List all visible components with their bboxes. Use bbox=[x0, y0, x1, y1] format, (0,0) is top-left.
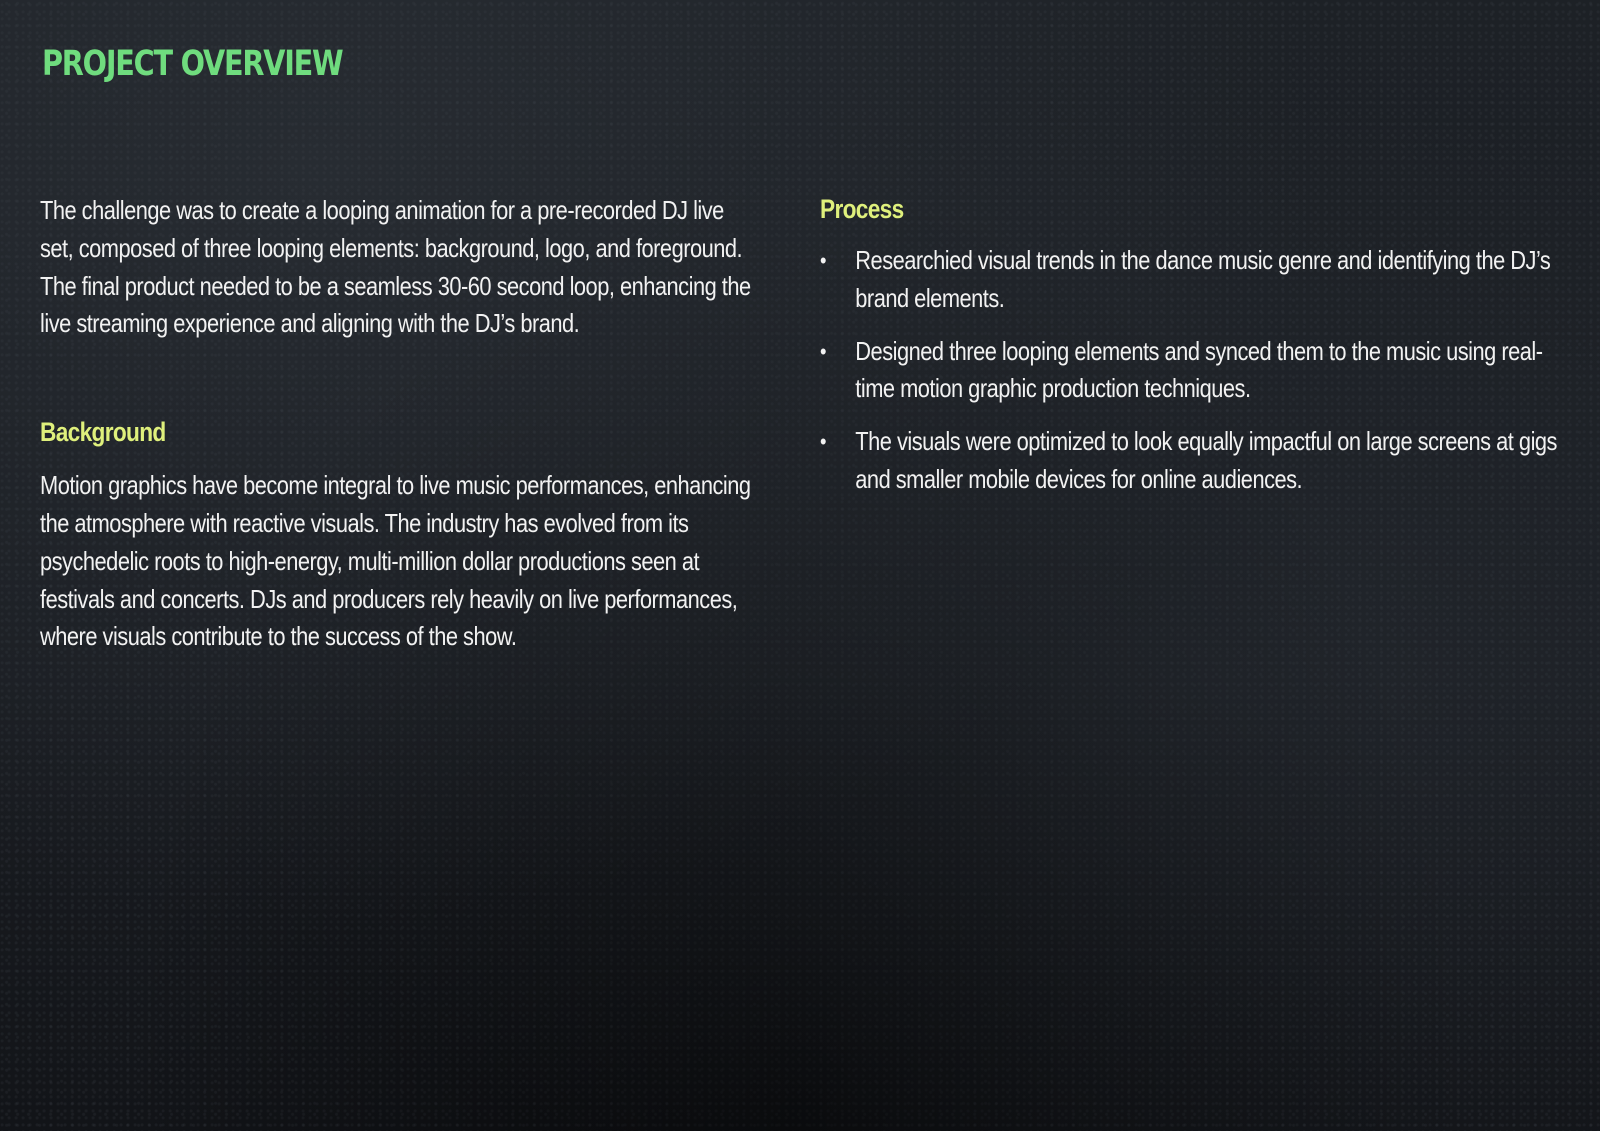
process-item-text: The visuals were optimized to look equally impactful on large screens at gigs and smaller mobile devices for online audiences. bbox=[855, 426, 1557, 494]
right-column-content bbox=[820, 192, 1560, 499]
process-list bbox=[820, 242, 1560, 499]
right-column bbox=[820, 192, 1560, 514]
process-item-text: Designed three looping elements and synced them to the music using real-time motion graphic production techniques. bbox=[855, 335, 1543, 404]
list-item bbox=[820, 333, 1560, 409]
bullet-icon: • bbox=[820, 248, 826, 273]
left-column-content bbox=[40, 192, 760, 656]
bullet-icon: • bbox=[820, 338, 826, 364]
page-title: PROJECT OVERVIEW bbox=[42, 44, 343, 84]
left-column bbox=[40, 192, 760, 656]
list-item bbox=[820, 242, 1560, 318]
process-item-text: Researchied visual trends in the dance music genre and identifying the DJ’s brand elements. bbox=[855, 245, 1551, 313]
bullet-icon: • bbox=[820, 429, 826, 455]
background-heading: Background bbox=[40, 417, 166, 448]
list-item bbox=[820, 423, 1560, 499]
background-paragraph: Motion graphics have become integral to live music performances, enhancing the atmosphere with reactive visuals. The industry has evolved from its psychedelic roots to high-energy, multi-million dollar productions seen at festivals and concerts. DJs and producers rely heavily on live performances, where visuals contribute to the success of the show. bbox=[40, 470, 751, 652]
process-heading: Process bbox=[820, 194, 904, 224]
challenge-paragraph: The challenge was to create a looping animation for a pre-recorded DJ live set, composed of three looping elements: background, logo, and foreground. The final product needed to be a seamless 30-60 second loop, enhancing the live streaming experience and aligning with the DJ’s brand. bbox=[40, 195, 751, 339]
